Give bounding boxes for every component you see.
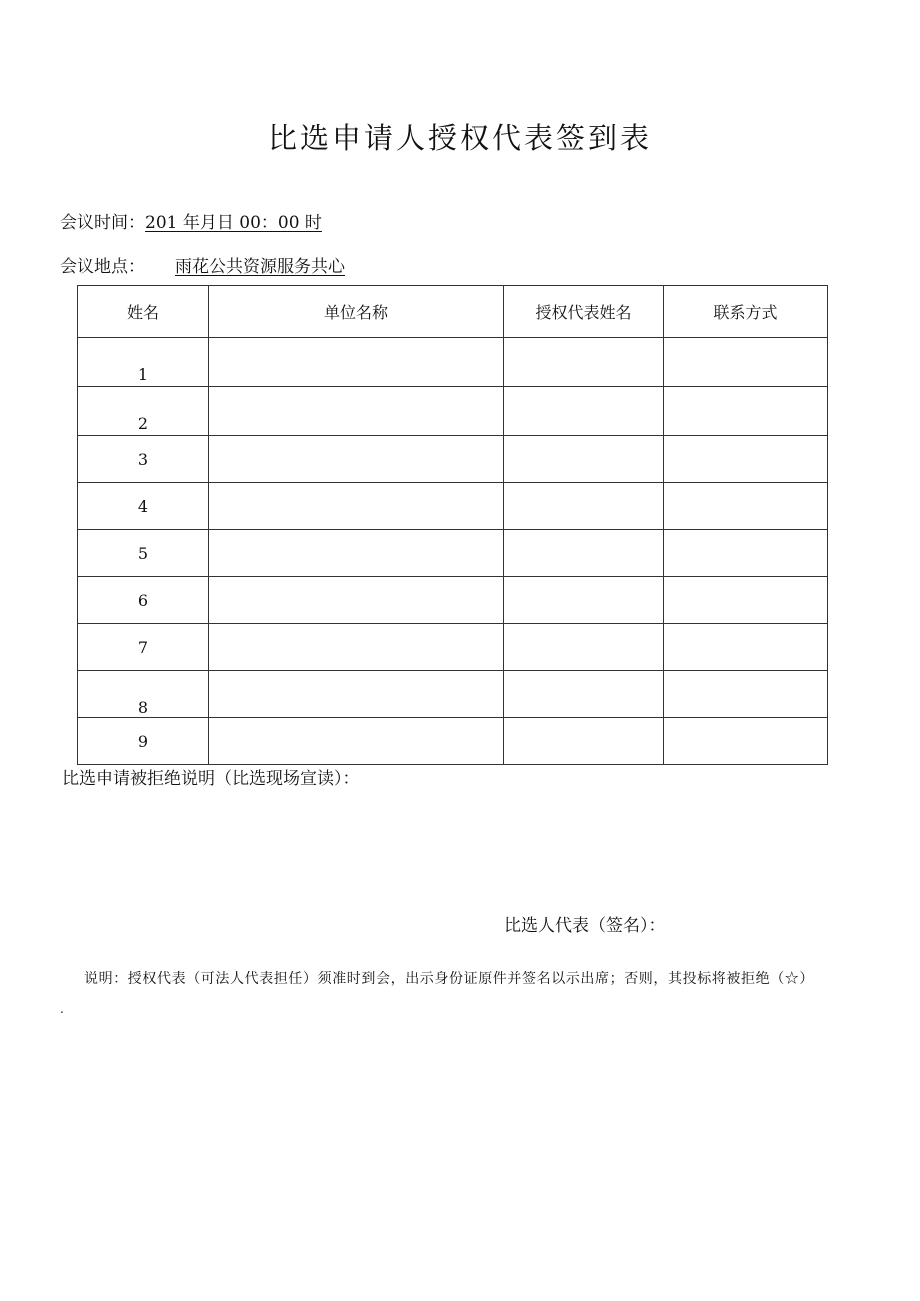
rep-cell[interactable] [504,436,664,483]
rep-cell[interactable] [504,577,664,624]
table-row [78,338,828,387]
rep-cell[interactable] [504,483,664,530]
unit-cell[interactable] [209,338,504,387]
contact-cell[interactable] [664,338,828,387]
table-row [78,718,828,765]
header-unit-name: 单位名称 [209,286,504,338]
instruction-note: 说明：授权代表（可法人代表担任）须准时到会，出示身份证原件并签名以示出席；否则，其投标将被拒绝（☆） [84,971,814,987]
unit-cell[interactable] [209,624,504,671]
rep-cell[interactable] [504,530,664,577]
unit-cell[interactable] [209,483,504,530]
unit-cell[interactable] [209,387,504,436]
meeting-place-value: 雨花公共资源服务共心 [175,257,345,277]
contact-cell[interactable] [664,483,828,530]
row-number: 4 [78,483,209,530]
table-row [78,387,828,436]
row-number: 3 [78,436,209,483]
table-row [78,483,828,530]
row-number: 9 [78,718,209,765]
row-number: 8 [78,671,209,718]
row-number: 7 [78,624,209,671]
table-row [78,624,828,671]
document-title: 比选申请人授权代表签到表 [267,121,652,155]
table-row [78,530,828,577]
table-header-row [78,286,828,338]
meeting-place-line [60,252,345,277]
row-number: 5 [78,530,209,577]
unit-cell[interactable] [209,671,504,718]
meeting-time-label: 会议时间： [60,213,145,233]
signature-label: 比选人代表（签名）： [504,916,666,936]
header-name: 姓名 [78,286,209,338]
refusal-explanation-label: 比选申请被拒绝说明（比选现场宣读）： [62,769,360,789]
contact-cell[interactable] [664,718,828,765]
contact-cell[interactable] [664,671,828,718]
row-number: 2 [78,387,209,436]
rep-cell[interactable] [504,718,664,765]
rep-cell[interactable] [504,671,664,718]
row-number: 1 [78,338,209,387]
contact-cell[interactable] [664,624,828,671]
header-rep-name: 授权代表姓名 [504,286,664,338]
unit-cell[interactable] [209,718,504,765]
rep-cell[interactable] [504,387,664,436]
meeting-time-value: 201 年月日 00：00 时 [145,213,322,233]
header-contact: 联系方式 [664,286,828,338]
unit-cell[interactable] [209,577,504,624]
footer-dot: . [60,1002,64,1016]
unit-cell[interactable] [209,530,504,577]
table-row [78,436,828,483]
meeting-time-line [60,208,322,233]
rep-cell[interactable] [504,338,664,387]
contact-cell[interactable] [664,387,828,436]
contact-cell[interactable] [664,577,828,624]
unit-cell[interactable] [209,436,504,483]
rep-cell[interactable] [504,624,664,671]
table-row [78,577,828,624]
sign-in-table [77,285,828,765]
contact-cell[interactable] [664,436,828,483]
row-number: 6 [78,577,209,624]
table-row [78,671,828,718]
contact-cell[interactable] [664,530,828,577]
meeting-place-label: 会议地点： [60,257,145,277]
